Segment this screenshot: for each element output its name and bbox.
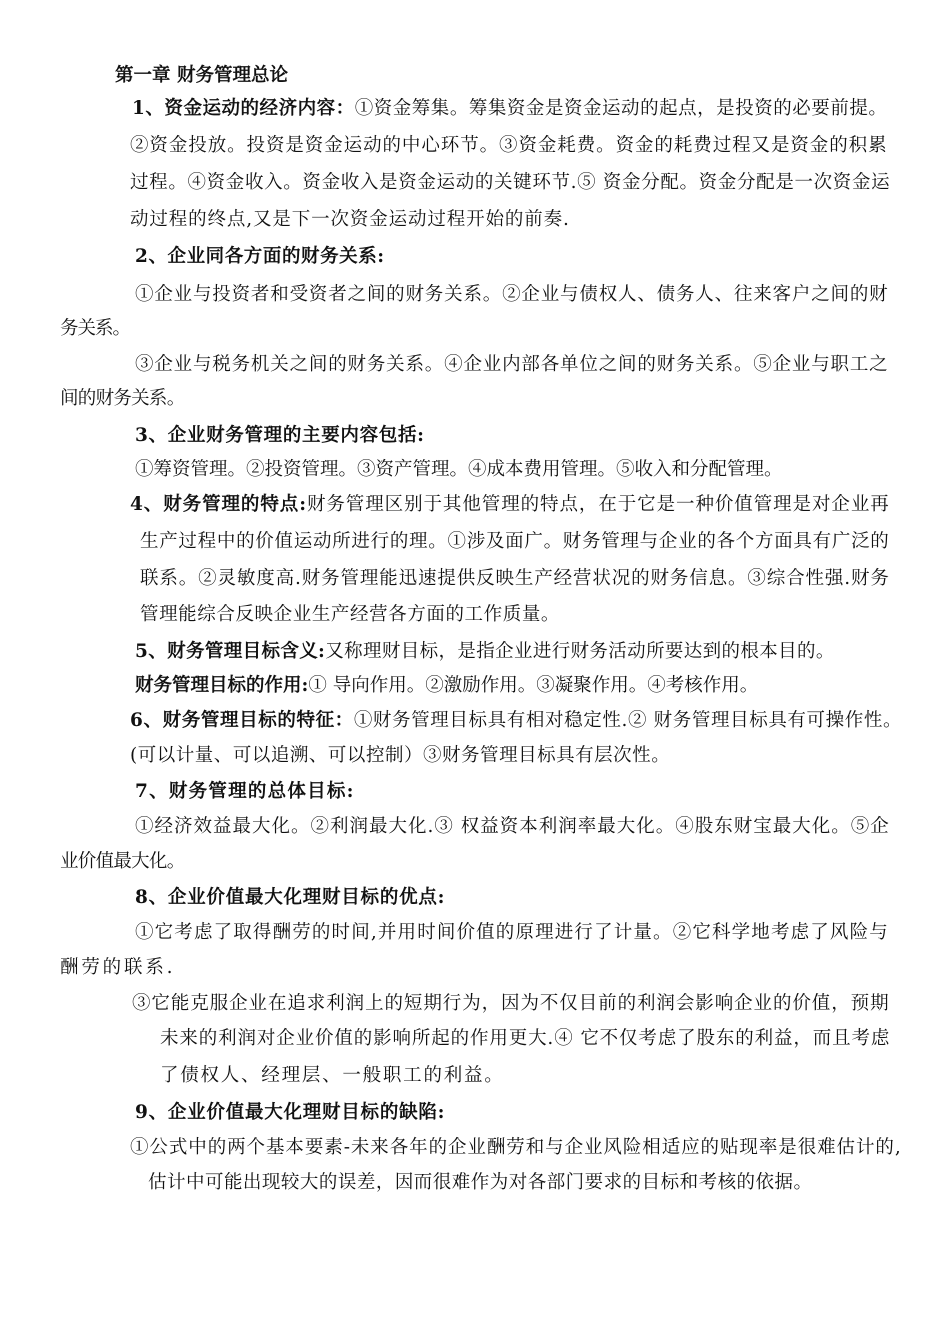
text-line (130, 493, 890, 517)
section-heading: 1、资金运动的经济内容： (132, 98, 355, 119)
text-line (148, 1171, 813, 1195)
text-line (160, 1064, 505, 1088)
body-text: (可以计量、可以追溯、可以控制）③财务管理目标具有层次性。 (130, 745, 671, 766)
body-text: ③企业与税务机关之间的财务关系。④企业内部各单位之间的财务关系。⑤企业与职工之 (135, 354, 889, 375)
text-line (60, 387, 185, 411)
text-line (130, 1136, 902, 1160)
body-text: 联系。②灵敏度高.财务管理能迅速提供反映生产经营状况的财务信息。③综合性强.财务 (140, 568, 890, 589)
body-text: ①公式中的两个基本要素-未来各年的企业酬劳和与企业风险相适应的贴现率是很难估计的, (130, 1137, 902, 1158)
section-heading: 3、企业财务管理的主要内容包括: (135, 425, 425, 446)
body-text: 间的财务关系。 (60, 388, 185, 409)
text-line (60, 956, 175, 980)
body-text: ①财务管理目标具有相对稳定性.② 财务管理目标具有可操作性。 (353, 710, 903, 731)
body-text: 业价值最大化。 (60, 851, 185, 872)
body-text: ①企业与投资者和受资者之间的财务关系。②企业与债权人、债务人、往来客户之间的财 (135, 284, 889, 305)
body-text: ③它能克服企业在追求利润上的短期行为，因为不仅目前的利润会影响企业的价值，预期 (132, 993, 890, 1014)
body-text: ①资金筹集。筹集资金是资金运动的起点，是投资的必要前提。 (354, 98, 888, 119)
body-text: 动过程的终点,又是下一次资金运动过程开始的前奏. (130, 209, 570, 230)
text-line (60, 317, 130, 341)
body-text: 了债权人、经理层、一般职工的利益。 (160, 1065, 505, 1086)
body-text: 管理能综合反映企业生产经营各方面的工作质量。 (140, 604, 561, 625)
text-line (135, 815, 890, 839)
text-line (135, 640, 835, 664)
text-line (130, 208, 570, 232)
body-text: ①它考虑了取得酬劳的时间,并用时间价值的原理进行了计量。②它科学地考虑了风险与 (135, 922, 889, 943)
text-line (135, 1101, 445, 1125)
text-line (60, 850, 185, 874)
text-line (132, 992, 890, 1016)
text-line (140, 530, 890, 554)
body-text: 又称理财目标，是指企业进行财务活动所要达到的根本目的。 (325, 641, 835, 662)
text-line (135, 674, 758, 698)
body-text: 过程。④资金收入。资金收入是资金运动的关键环节.⑤ 资金分配。资金分配是一次资金运 (130, 172, 891, 193)
body-text: 财务管理区别于其他管理的特点，在于它是一种价值管理是对企业再 (306, 494, 890, 515)
text-line (132, 97, 887, 121)
text-line (130, 134, 888, 158)
body-text: ①筹资管理。②投资管理。③资产管理。④成本费用管理。⑤收入和分配管理。 (135, 459, 783, 480)
body-text: 务关系。 (60, 318, 131, 339)
text-line (135, 780, 355, 804)
section-heading: 8、企业价值最大化理财目标的优点: (135, 887, 446, 908)
section-heading: 4、财务管理的特点: (130, 494, 307, 515)
section-heading: 7、财务管理的总体目标: (135, 781, 355, 802)
section-heading: 2、企业同各方面的财务关系: (135, 246, 385, 267)
text-line (135, 921, 889, 945)
section-heading: 财务管理目标的作用: (135, 675, 309, 696)
chapter-title: 第一章 财务管理总论 (115, 65, 288, 86)
text-line (135, 245, 385, 269)
text-line (140, 567, 890, 591)
text-line (135, 886, 445, 910)
body-text: 酬劳的联系. (60, 957, 176, 978)
body-text: ②资金投放。投资是资金运动的中心环节。③资金耗费。资金的耗费过程又是资金的积累 (130, 135, 888, 156)
body-text: ① 导向作用。②激励作用。③凝聚作用。④考核作用。 (308, 675, 759, 696)
text-line (130, 709, 902, 733)
section-heading: 5、财务管理目标含义: (135, 641, 326, 662)
body-text: 估计中可能出现较大的误差，因而很难作为对各部门要求的目标和考核的依据。 (148, 1172, 813, 1193)
text-line (130, 744, 670, 768)
section-heading: 9、企业价值最大化理财目标的缺陷: (135, 1102, 446, 1123)
body-text: 生产过程中的价值运动所进行的理。①涉及面广。财务管理与企业的各个方面具有广泛的 (140, 531, 890, 552)
body-text: 未来的利润对企业价值的影响所起的作用更大.④ 它不仅考虑了股东的利益，而且考虑 (160, 1028, 891, 1049)
text-line (135, 458, 783, 482)
text-line (160, 1027, 890, 1051)
text-line (130, 171, 890, 195)
section-heading: 6、财务管理目标的特征： (130, 710, 354, 731)
text-line (135, 353, 889, 377)
text-line (135, 283, 889, 307)
text-line (135, 424, 425, 448)
body-text: ①经济效益最大化。②利润最大化.③ 权益资本利润率最大化。④股东财宝最大化。⑤企 (135, 816, 890, 837)
text-line (140, 603, 560, 627)
